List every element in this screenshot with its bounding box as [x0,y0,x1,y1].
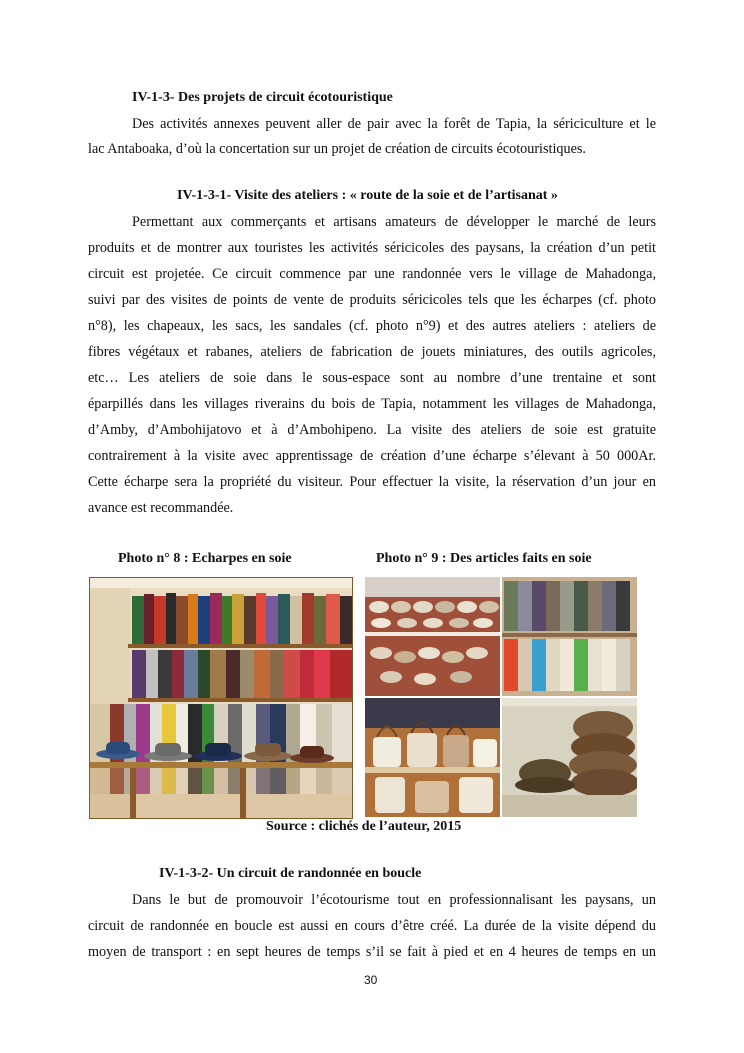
paragraph-line: Permettant aux commerçants et artisans amateurs de développer le marché de leurs [132,214,656,230]
paragraph-line: d’Amby, d’Ambohijatovo et à d’Ambohipeno. La visite des ateliers de soie est gratuite [88,422,656,438]
section-heading: IV-1-3- Des projets de circuit écotouristique [132,90,393,105]
paragraph-line: Dans le but de promouvoir l’écotourisme tout en professionnalisant les paysans, un [132,892,656,908]
paragraph-line: produits et de montrer aux touristes les activités séricicoles des paysans, la création d’un petit [88,240,656,256]
paragraph-line: circuit est projetée. Ce circuit commence par une randonnée vers le village de Mahadonga, [88,266,656,282]
paragraph-line: avance est recommandée. [88,500,234,516]
paragraph-line: etc… Les ateliers de soie dans le sous-espace sont au nombre d’une trentaine et sont [88,370,656,386]
paragraph-line: n°8), les chapeaux, les sacs, les sandales (cf. photo n°9) et des autres ateliers : ateliers de [88,318,656,334]
paragraph-line: Cette écharpe sera la propriété du visiteur. Pour effectuer la visite, la réservation d’un jour en [88,474,656,490]
paragraph-line: lac Antaboaka, d’où la concertation sur un projet de création de circuits écotouristiques. [88,141,586,157]
photo-silk-scarves [89,577,353,819]
subsection-heading: IV-1-3-1- Visite des ateliers : « route de la soie et de l’artisanat » [177,188,558,203]
paragraph-line: circuit de randonnée en boucle est aussi en cours d’être créé. La durée de la visite dépend du [88,918,656,934]
paragraph-line: moyen de transport : en sept heures de temps s’il se fait à pied et en 4 heures de temps en un [88,944,656,960]
paragraph-line: contrairement à la visite avec apprentissage de création d’une écharpe s’élevant à 50 000Ar. [88,448,656,464]
photo-source: Source : clichés de l’auteur, 2015 [266,819,462,834]
paragraph-line: Des activités annexes peuvent aller de pair avec la forêt de Tapia, la sériciculture et le [132,116,656,132]
photo9-caption: Photo n° 9 : Des articles faits en soie [376,551,592,566]
photo8-caption: Photo n° 8 : Echarpes en soie [118,551,292,566]
paragraph-line: suivi par des visites de points de vente de produits séricicoles tels que les écharpes (cf. photo [88,292,656,308]
paragraph-line: éparpillés dans les villages riverains du bois de Tapia, notamment les villages de Mahadonga, [88,396,656,412]
page-number: 30 [364,973,378,987]
subsection-heading: IV-1-3-2- Un circuit de randonnée en boucle [159,866,422,881]
paragraph-line: fibres végétaux et rabanes, ateliers de fabrication de jouets miniatures, des outils agricoles, [88,344,656,360]
photo-silk-articles [365,577,637,817]
